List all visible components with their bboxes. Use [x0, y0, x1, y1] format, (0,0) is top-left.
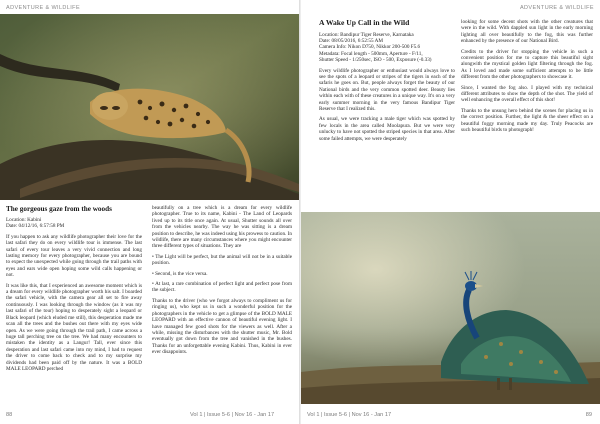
- meta-location: Location: Bandipur Tiger Reserve, Karnataka: [319, 31, 414, 38]
- section-tag: ADVENTURE & WILDLIFE: [519, 5, 594, 11]
- body-paragraph: It was like this, that I experienced an awesome moment which is a dream for every wildlife photographer worth his salt. I boarded the safari vehicle, with the camera gear all set to fire away continuously. I was looking through the window (as it was my last safari of the tour) hoping to desperately sight a leopard or Black leopard (which eluded me still), this desperation made me scan all the trees and the bushes out there with my eyes wide open. As we were going through the trail path, I came across a huge tall perching tree on the tree. We had many encounters to mistaken the identity as a Langur! Tall, ever since this desperation and last safari came into my mind, I had to request the driver to come back to check and to my surprise my dividends had been paid off by the nature. It was a BOLD MALE LEOPARD perched: [6, 282, 142, 372]
- right-column-2: [461, 19, 593, 138]
- body-paragraph: Every wildlife photographer or enthusiast would always love to see the spots of a leopard or stripes of the tigers in each of the safaris he goes on. But, people always forget the beauty of our National birds and the very common spotted deer. Beauty lies within each with of these creatures in a unique way. It's on a very early summer morning in the very famous Bandipur Tiger Reserve that I realized this.: [319, 67, 455, 113]
- leopard-image: [0, 14, 299, 200]
- body-paragraph: beautifully on a tree which is a dream for every wildlife photographer. True to its name, Kabini - The Land of Leopards lived up to its title once again. At usual, Shutter sounds all over from the vehicles nearby. The way he was sitting is a dream position to describe, he was indeed using his prowess to caution. In wildlife, there are many circumstances where you might encounter three different types of situations. They are: [152, 205, 292, 250]
- meta-camera: Camera Info: Nikon D750, Nikkor 200-500 F5.6: [319, 44, 421, 51]
- meta-focal: Metadata: Focal length - 500mm, Aperture - F/11,: [319, 50, 423, 57]
- peacock-photo: [301, 212, 600, 404]
- meta-date: Date: 08/05/2016, 6:52:55 AM: [319, 38, 383, 44]
- right-column-1: [319, 19, 455, 146]
- right-page: [301, 0, 600, 424]
- photo-caption-location: Location: Kabini: [6, 217, 42, 223]
- photo-caption-title: The gorgeous gaze from the woods: [6, 205, 112, 213]
- issue-info: Vol 1 | Issue 5-6 | Nov 16 - Jan 17: [190, 412, 275, 418]
- meta-shutter: Shutter Speed - 1/250sec, ISO - 500, Exposure (-0.33): [319, 57, 432, 64]
- left-page: [0, 0, 299, 424]
- left-column-1: [6, 205, 142, 376]
- body-paragraph: As usual, we were tracking a male tiger which was spotted by few locals in the area called Moolapura. But we were very unlucky to have not spotted the striped species in that area. After some failed attempts, we were desperately: [319, 116, 455, 142]
- body-paragraph: If you happen to ask any wildlife photographer their love for the last safari they do on every wildlife tour is immense. The last safari of every tour leaves a very vivid connection and long lasting memory for every photographer, because you are bound to expect the unexpected while going through the trail paths with eyes and ears wide open hoping some wild calls happening or not.: [6, 233, 142, 279]
- body-paragraph: Since, I wanted the fog also. I played with my technical different attributes to show the depth of the shot. The yield of well enhancing the overall effect of this shot!: [461, 84, 593, 104]
- body-paragraph: looking for some decent shots with the other creatures that were in the wild. With dappled sun light in the early morning lighting all over beautifully to the fog, this was further enhanced by the presence of our National Bird.: [461, 19, 593, 45]
- page-number: 89: [585, 412, 592, 418]
- peacock-image: [301, 212, 600, 404]
- article-title: A Wake Up Call in the Wild: [319, 18, 410, 27]
- section-tag: ADVENTURE & WILDLIFE: [6, 5, 81, 11]
- bullet-item: • The Light will be perfect, but the animal will not be in a suitable position.: [152, 253, 292, 267]
- leopard-photo: [0, 14, 299, 200]
- bullet-item: • At last, a rare combination of perfect light and perfect pose from the subject.: [152, 281, 292, 294]
- photo-caption-date: Date: 04/12/16, 6:57:58 PM: [6, 223, 65, 230]
- bullet-item: • Second, is the vice versa.: [152, 270, 208, 277]
- issue-info: Vol 1 | Issue 5-6 | Nov 16 - Jan 17: [307, 412, 392, 418]
- left-column-2: [152, 205, 292, 360]
- page-number: 88: [6, 412, 13, 418]
- body-paragraph: Credits to the driver for stopping the vehicle in such a convenient position for me to capture this beautiful sight alongwith the mystical golden light filtering through the fog. As I loved and made some sufficient attempts to be little different from the other photographers to showcase it.: [461, 48, 593, 81]
- body-paragraph: Thanks to the driver (who we forgot always to compliment us for ringing us), who kept us in such a wonderful position for the photographers in the vehicle to get a glimpse of the BOLD MALE LEOPARD with an effective cannon of beautiful evening light. I have managed few good shots for the viewers as well. After a while, missing the disturbances with the shutter music, Mr. Bold eventually got down from the tree and vanished in the bushes. Thanks for an unforgettable evening Kabini. Thus, Kabini in ever ever disappoints.: [152, 297, 292, 356]
- body-paragraph: Thanks to the unsung hero behind the scenes for placing us in the correct position. Further, the light & the sheer effect on a beautiful foggy morning made my day. Truly Peacocks are such beautiful birds to photograph!: [461, 107, 593, 134]
